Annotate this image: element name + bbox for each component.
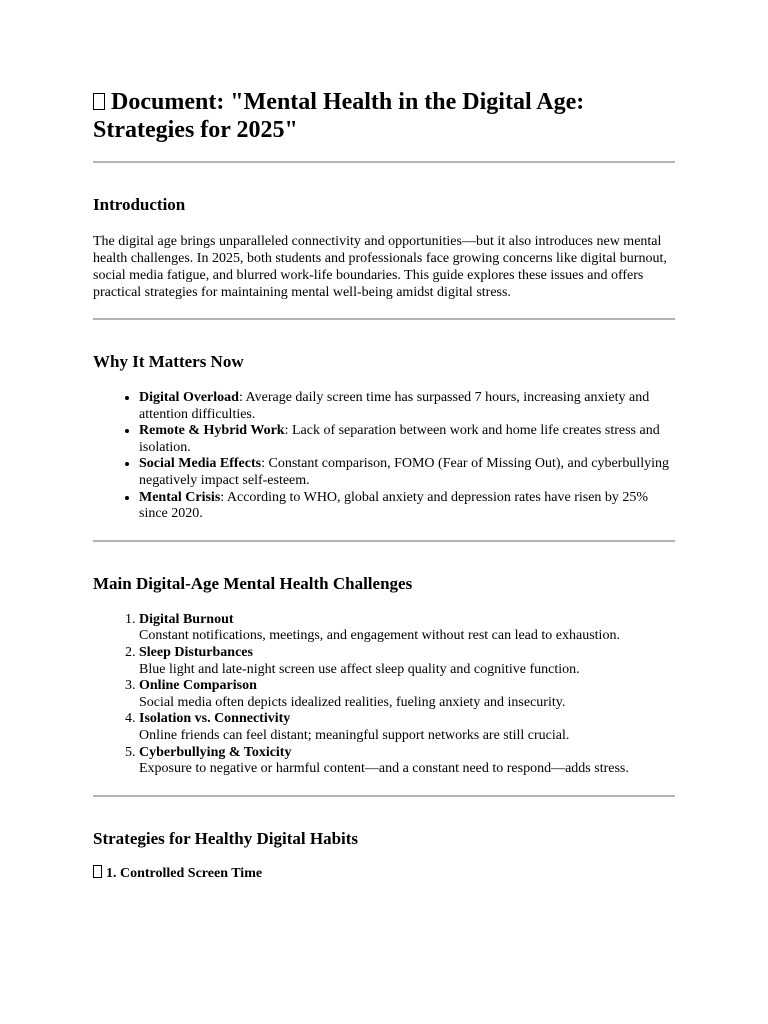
section-heading-strategies: Strategies for Healthy Digital Habits [93,828,359,848]
list-item [139,745,675,778]
why-it-matters-list [93,390,675,523]
list-item [139,711,675,744]
challenge-description: Exposure to negative or harmful content—and a constant need to respond—adds stress. [139,761,629,777]
challenge-description: Blue light and late-night screen use affect sleep quality and cognitive function. [139,661,580,677]
document-title-line2: Strategies for 2025" [93,117,298,143]
divider [93,161,675,163]
subsection-heading-text: 1. Controlled Screen Time [106,865,263,881]
list-item [139,645,675,678]
list-item-text: : Average daily screen time has surpassed 7 hours, increasing anxiety and attention difficulties. [139,390,650,422]
challenges-list [93,612,675,778]
document-icon [93,93,105,110]
challenge-description: Constant notifications, meetings, and engagement without rest can lead to exhaustion. [139,628,620,644]
challenge-description: Social media often depicts idealized realities, fueling anxiety and insecurity. [139,694,566,710]
list-item-term: Remote & Hybrid Work [139,423,285,439]
challenge-title: Digital Burnout [139,611,234,627]
challenge-title: Sleep Disturbances [139,644,253,660]
list-item-term: Digital Overload [139,390,239,405]
challenge-title: Online Comparison [139,678,257,694]
list-item [139,612,675,645]
list-item-term: Social Media Effects [139,456,262,472]
list-item [139,390,675,423]
divider [93,795,675,797]
section-heading-challenges: Main Digital-Age Mental Health Challenges [93,573,413,593]
divider [93,540,675,542]
document-title [93,0,675,144]
challenge-description: Online friends can feel distant; meaningful support networks are still crucial. [139,727,570,743]
divider [93,318,675,320]
list-item-text: : Lack of separation between work and home life creates stress and isolation. [139,423,660,455]
list-item-text: : Constant comparison, FOMO (Fear of Missing Out), and cyberbullying negatively impact self-esteem. [139,456,669,488]
clock-icon [93,865,102,878]
subsection-heading-screen-time [93,865,675,883]
challenge-title: Isolation vs. Connectivity [139,711,291,727]
list-item-text: : According to WHO, global anxiety and depression rates have risen by 25% since 2020. [139,489,649,522]
list-item [139,423,675,456]
challenge-title: Cyberbullying & Toxicity [139,744,292,760]
section-heading-introduction: Introduction [93,195,186,214]
list-item [139,490,675,523]
list-item-term: Mental Crisis [139,489,221,505]
section-heading-why-it-matters: Why It Matters Now [93,352,244,371]
list-item [139,678,675,711]
list-item [139,456,675,489]
introduction-paragraph: The digital age brings unparalleled connectivity and opportunities—but it also introduces new mental health challenges. In 2025, both students and professionals face growing concerns like digital burnout, social media fatigue, and blurred work-life boundaries. This guide explores these issues and offers practical strategies for maintaining mental well-being amidst digital stress. [93,234,667,300]
document-title-line1: Document: "Mental Health in the Digital Age: [111,89,585,115]
